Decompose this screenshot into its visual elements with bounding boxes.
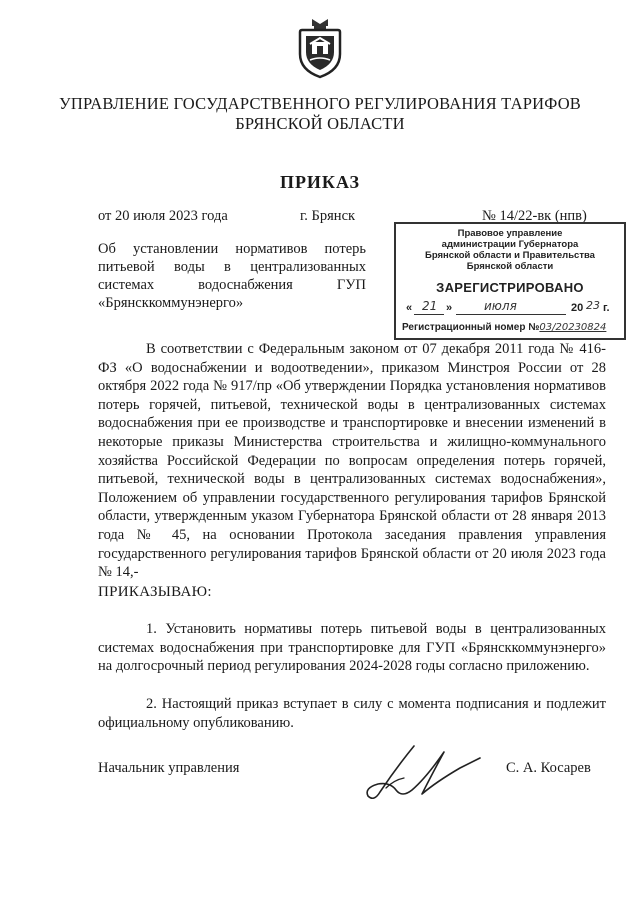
order-word: ПРИКАЗЫВАЮ: [98, 584, 212, 600]
stamp-line-4: Брянской области [466, 261, 554, 272]
document-date: от 20 июля 2023 года [98, 208, 228, 224]
stamp-regno-value: 03/20230824 [539, 322, 607, 333]
stamp-day: 21 [422, 299, 438, 313]
stamp-year-suffix: 23 [586, 299, 600, 312]
document-number: № 14/22-вк (нпв) [482, 208, 587, 224]
stamp-line-3: Брянской области и Правительства [425, 250, 595, 261]
stamp-year-end: г. [603, 302, 610, 314]
stamp-registered: ЗАРЕГИСТРИРОВАНО [436, 280, 584, 295]
registration-stamp [394, 222, 626, 340]
handwritten-signature [356, 738, 486, 808]
order-item-1: 1. Установить нормативы потерь питьевой воды в централизованных системах водоснабжения при транспортировке для ГУП «Брянсккоммунэнерго» на долгосрочный период регулирования 2024-2028 годы согласно приложению. [98, 621, 606, 675]
org-line-1: УПРАВЛЕНИЕ ГОСУДАРСТВЕННОГО РЕГУЛИРОВАНИЯ ТАРИФОВ [58, 94, 582, 113]
order-item-2: 2. Настоящий приказ вступает в силу с момента подписания и подлежит официальному опубликованию. [98, 696, 606, 731]
stamp-line-2: администрации Губернатора [441, 239, 579, 250]
document-subject: Об установлении нормативов потерь питьевой воды в централизованных системах водоснабжения ГУП «Брянсккоммунэнерго» [98, 241, 366, 311]
organization-header [0, 94, 640, 134]
stamp-month: июля [484, 299, 517, 313]
stamp-regno [402, 322, 606, 333]
stamp-regno-label: Регистрационный номер № [402, 322, 540, 333]
stamp-line-1: Правовое управление [457, 228, 563, 239]
document-city: г. Брянск [300, 208, 356, 224]
preamble-paragraph: В соответствии с Федеральным законом от 07 декабря 2011 года № 416-ФЗ «О водоснабжении и водоотведении», приказом Минстроя России от 28 октября 2022 года № 917/пр «Об утверждении Порядка установления нормативов потерь горячей, питьевой, технической воды в централизованных системах водоснабжения при ее производстве и транспортировке и внесении изменений в некоторые приказы Министерства строительства и жилищно-коммунального хозяйства Российской Федерации по вопросам определения потерь горячей, питьевой, технической воды в централизованных системах водоснабжения», Положением об управлении государственного регулирования тарифов Брянской области, утвержденным указом Губернатора Брянской области от 28 января 2013 года № 45, на основании Протокола заседания правления управления государственного регулирования тарифов Брянской области от 20 июля 2023 года № 14,- [98, 341, 606, 581]
org-line-2: БРЯНСКОЙ ОБЛАСТИ [235, 114, 405, 133]
signatory-position: Начальник управления [98, 760, 240, 776]
signatory-name: С. А. Косарев [506, 760, 591, 776]
stamp-year-prefix: 20 [571, 302, 584, 314]
stamp-date: « 21 » июля 20 23 г. [406, 299, 610, 314]
document-title: ПРИКАЗ [279, 172, 361, 192]
coat-of-arms-icon [292, 16, 348, 80]
